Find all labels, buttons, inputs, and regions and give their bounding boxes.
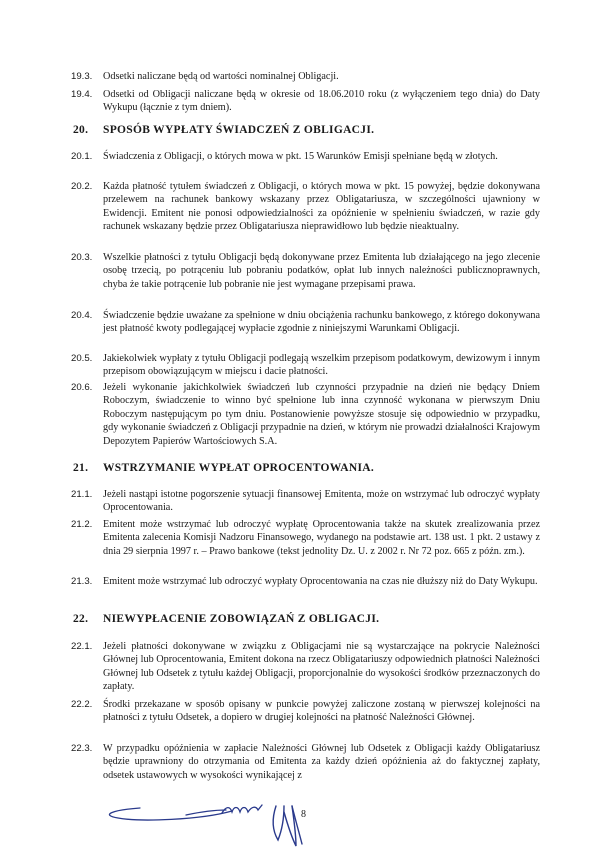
clause-number: 19.4. (71, 89, 93, 100)
clause-text: W przypadku opóźnienia w zapłacie Należności Głównej lub Odsetek z Obligacji każdy Obligatariusz będzie uprawniony do otrzymania od Emitenta za każdy dzień opóźnienia aż do faktycznej zapłaty, odsetek ustawowych w wysokości wynikającej z (103, 743, 540, 781)
clause-number: 22.3. (71, 743, 93, 754)
section-title: NIEWYPŁACENIE ZOBOWIĄZAŃ Z OBLIGACJI. (103, 613, 380, 625)
section-number: 22. (73, 613, 89, 625)
clause-number: 20.6. (71, 382, 93, 393)
section-number: 20. (73, 124, 89, 136)
clause-number: 21.1. (71, 489, 93, 500)
clause-text: Wszelkie płatności z tytułu Obligacji będą dokonywane przez Emitenta lub działającego na jego zlecenie osobę trzecią, po potrąceniu lub pobraniu podatków, opłat lub innych należności publicznoprawnych, chyba że takie potrącenie lub pobranie nie jest wymagane przepisami prawa. (103, 252, 540, 290)
clause-text: Świadczenia z Obligacji, o których mowa w pkt. 15 Warunków Emisji spełniane będą w złotych. (103, 151, 498, 162)
section-number: 21. (73, 462, 89, 474)
section-title: WSTRZYMANIE WYPŁAT OPROCENTOWANIA. (103, 462, 375, 474)
clause-number: 20.3. (71, 252, 93, 263)
clause-number: 22.1. (71, 641, 93, 652)
signature-initials (273, 806, 302, 846)
clause-number: 21.3. (71, 576, 93, 587)
signature-left (109, 805, 262, 820)
clause-number: 20.4. (71, 310, 93, 321)
clause-text: Jeżeli nastąpi istotne pogorszenie sytuacji finansowej Emitenta, może on wstrzymać lub odroczyć wypłaty Oprocentowania. (103, 489, 540, 514)
clause-text: Jeżeli płatności dokonywane w związku z Obligacjami nie są wystarczające na pokrycie Należności Głównej lub Oprocentowania, Emitent dokona na rzecz Obligatariuszy odpowiednich płatności Należności Głównej lub Odsetek z tytułu każdej Obligacji, proporcjonalnie do wysokości środków przeznaczonych do zapłaty. (103, 641, 540, 693)
clause-number: 20.5. (71, 353, 93, 364)
clause-number: 19.3. (71, 71, 93, 82)
clause-number: 22.2. (71, 699, 93, 710)
clause-number: 20.2. (71, 181, 93, 192)
clause-text: Każda płatność tytułem świadczeń z Obligacji, o których mowa w pkt. 15 powyżej, będzie dokonywana przelewem na rachunek bankowy wskazany przez Obligatariusza, w szczególności ujawniony w Ewidencji. Emitent nie ponosi odpowiedzialności za opóźnienie w spełnieniu świadczeń, w razie gdy rachunek wskazany będzie przez Obligatariusza nieprawidłowo lub będzie nieaktualny. (103, 181, 540, 233)
section-title: SPOSÓB WYPŁATY ŚWIADCZEŃ Z OBLIGACJI. (103, 124, 375, 136)
clause-text: Jeżeli wykonanie jakichkolwiek świadczeń lub czynności przypadnie na dzień nie będący Dniem Roboczym, świadczenie to winno być spełnione lub inna czynność wykonana w pierwszym Dniu Roboczym następującym po tym dniu. Postanowienie powyższe stosuje się odpowiednio w przypadku, gdy wykonanie świadczeń z Obligacji przypadnie na dzień, w którym nie prowadzi działalności Krajowym Depozytem Papierów Wartościowych S.A. (103, 382, 540, 447)
page-number: 8 (301, 809, 306, 820)
clause-text: Świadczenie będzie uważane za spełnione w dniu obciążenia rachunku bankowego, z którego dokonywana jest płatność kwoty podlegającej wypłacie zgodnie z niniejszymi Warunkami Obligacji. (103, 310, 540, 335)
clause-text: Jakiekolwiek wypłaty z tytułu Obligacji podlegają wszelkim przepisom podatkowym, dewizowym i innym przepisom obowiązującym w miejscu i dacie płatności. (103, 353, 540, 378)
clause-text: Odsetki naliczane będą od wartości nominalnej Obligacji. (103, 71, 339, 82)
clause-text: Odsetki od Obligacji naliczane będą w okresie od 18.06.2010 roku (z wyłączeniem tego dnia) do Daty Wykupu (łącznie z tym dniem). (103, 89, 540, 114)
clause-text: Środki przekazane w sposób opisany w punkcie powyżej zaliczone zostaną w pierwszej kolejności na płatności z tytułu Odsetek, a dopiero w drugiej kolejności na płatność Należności Głównej. (103, 699, 540, 724)
clause-text: Emitent może wstrzymać lub odroczyć wypłatę Oprocentowania także na skutek zrealizowania przez Emitenta zalecenia Komisji Nadzoru Finansowego, wydanego na podstawie art. 138 ust. 1 pkt. 2 ustawy z dnia 29 sierpnia 1997 r. – Prawo bankowe (tekst jednolity Dz. U. z 2002 r. Nr 72 poz. 665 z późn. zm.). (103, 519, 540, 557)
clause-number: 20.1. (71, 151, 93, 162)
clause-number: 21.2. (71, 519, 93, 530)
clause-text: Emitent może wstrzymać lub odroczyć wypłaty Oprocentowania na czas nie dłuższy niż do Daty Wykupu. (103, 576, 538, 587)
